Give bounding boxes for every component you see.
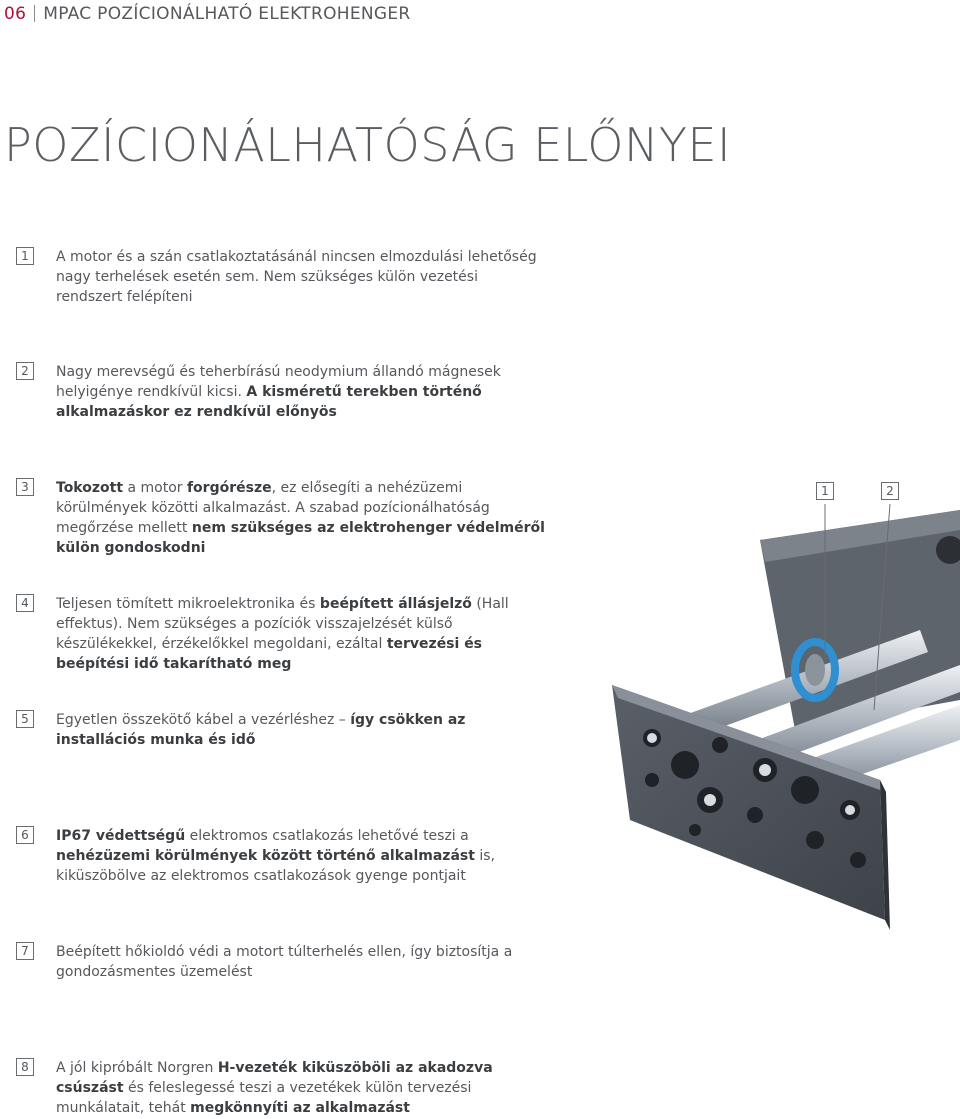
item-number-badge: 6 [16, 826, 34, 844]
item-text-segment: Egyetlen összekötő kábel a vezérléshez – [56, 712, 351, 728]
item-text-emphasis: forgórésze [186, 480, 272, 496]
benefit-item-6 [16, 826, 546, 886]
item-text-emphasis: nehézüzemi körülmények között történő alkalmazást [56, 848, 475, 864]
item-number-badge: 7 [16, 942, 34, 960]
benefit-item-3 [16, 478, 546, 558]
benefit-item-7 [16, 942, 546, 982]
item-number-badge: 5 [16, 710, 34, 728]
actuator-illustration [590, 470, 960, 940]
callout-badge-2: 2 [881, 482, 899, 500]
item-number-badge: 2 [16, 362, 34, 380]
item-text-segment: (Hall effektus). Nem szükséges a pozíciók visszajelzését külső készülékekkel, érzékelőkkel megoldani, ezáltal [56, 596, 509, 652]
page-header [4, 4, 411, 24]
actuator-product-image [590, 470, 960, 940]
section-title: MPAC POZÍCIONÁLHATÓ ELEKTROHENGER [43, 4, 411, 24]
item-number-badge: 4 [16, 594, 34, 612]
item-text-segment: a motor [123, 480, 187, 496]
benefit-item-8 [16, 1058, 546, 1118]
item-text-segment: Nagy merevségű és teherbírású neodymium állandó mágnesek helyigénye rendkívül kicsi. [56, 364, 501, 400]
item-text [56, 247, 546, 307]
item-number-badge: 1 [16, 247, 34, 265]
item-text-emphasis: nem szükséges az elektrohenger védelméről külön gondoskodni [56, 520, 545, 556]
item-text-emphasis: Tokozott [56, 480, 124, 496]
item-text-segment: , ez elősegíti a nehézüzemi körülmények közötti alkalmazást. A szabad pozícionálhatóság megőrzése mellett [56, 480, 490, 536]
callout-badge-1: 1 [816, 482, 834, 500]
header-divider [34, 5, 35, 22]
item-text-segment: A motor és a szán csatlakoztatásánál nincsen elmozdulási lehetőség nagy terhelések esetén sem. [56, 249, 537, 285]
item-text-segment: Beépített hőkioldó védi a motort túlterhelés ellen, így biztosítja a gondozásmentes üzemelést [56, 944, 513, 980]
benefit-item-1 [16, 247, 546, 307]
item-text [56, 710, 546, 750]
item-text-emphasis: tervezési és beépítési idő takarítható meg [56, 636, 483, 672]
item-text-segment: Teljesen tömített mikroelektronika és [56, 596, 320, 612]
item-text-segment: A jól kipróbált Norgren [56, 1060, 218, 1076]
page-number: 06 [4, 4, 27, 24]
item-text-segment: és feleslegessé teszi a vezetékek külön tervezési munkálatait, tehát [56, 1080, 472, 1116]
item-text-emphasis: IP67 védettségű [56, 828, 186, 844]
seal-center [805, 654, 825, 686]
item-text-emphasis: beépített állásjelző [319, 596, 472, 612]
item-text-segment: elektromos csatlakozás lehetővé teszi a [185, 828, 469, 844]
item-text [56, 942, 546, 982]
benefit-item-5 [16, 710, 546, 750]
item-text [56, 1058, 546, 1118]
item-text [56, 594, 546, 674]
benefit-item-4 [16, 594, 546, 674]
benefit-item-2 [16, 362, 546, 422]
item-text-emphasis: A kisméretű terekben történő alkalmazáskor ez rendkívül előnyös [56, 384, 482, 420]
item-text [56, 826, 546, 886]
item-number-badge: 8 [16, 1058, 34, 1076]
item-number-badge: 3 [16, 478, 34, 496]
item-text-emphasis: H-vezeték kiküszöböli az akadozva csúszást [56, 1060, 493, 1096]
item-text [56, 362, 546, 422]
item-text-emphasis: így csökken az installációs munka és idő [56, 712, 466, 748]
page-title: POZÍCIONÁLHATÓSÁG ELŐNYEI [4, 118, 732, 172]
item-text-segment: Nem szükséges külön vezetési rendszert felépíteni [56, 269, 478, 305]
item-text [56, 478, 546, 558]
item-text-emphasis: megkönnyíti az alkalmazást [190, 1100, 410, 1116]
item-text-segment: is, kiküszöbölve az elektromos csatlakozások gyenge pontjait [56, 848, 496, 884]
